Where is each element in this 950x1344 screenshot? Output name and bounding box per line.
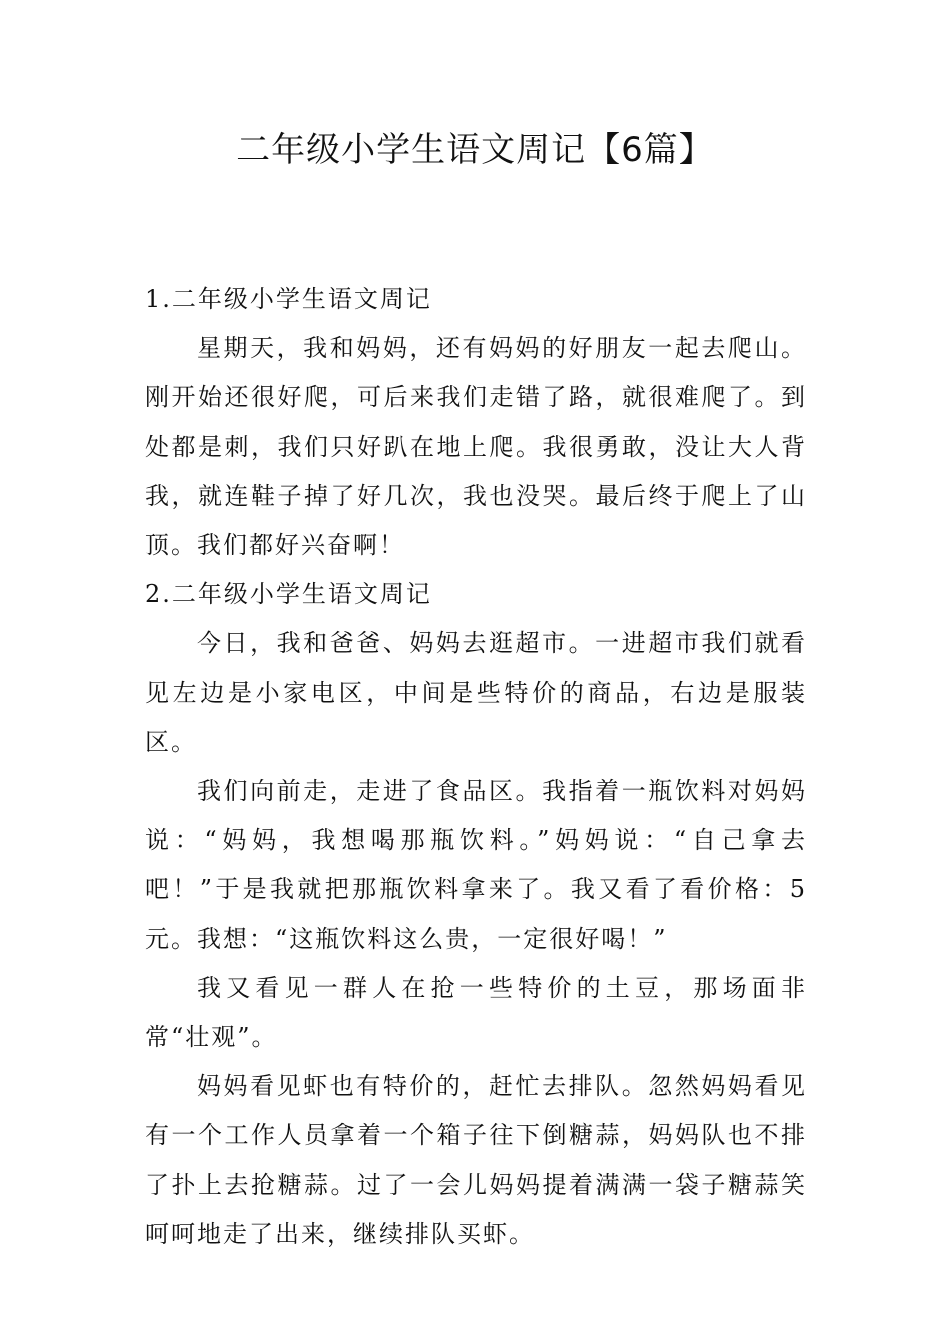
paragraph: 今日，我和爸爸、妈妈去逛超市。一进超市我们就看见左边是小家电区，中间是些特价的商品，右边是服装区。: [145, 629, 807, 756]
section-2: [145, 570, 807, 1259]
section-heading: 2.二年级小学生语文周记: [145, 580, 432, 609]
document-body: [145, 275, 807, 1259]
section-1: [145, 275, 807, 570]
section-heading: 1.二年级小学生语文周记: [145, 285, 432, 313]
paragraph: 我又看见一群人在抢一些特价的土豆，那场面非常“壮观”。: [145, 973, 807, 1052]
paragraph: 我们向前走，走进了食品区。我指着一瓶饮料对妈妈说：“妈妈，我想喝那瓶饮料。”妈妈说：“自己拿去吧！”于是我就把那瓶饮料拿来了。我又看了看价格：5元。我想：“这瓶饮料这么贵，一定很好喝！”: [145, 777, 807, 953]
paragraph: 星期天，我和妈妈，还有妈妈的好朋友一起去爬山。刚开始还很好爬，可后来我们走错了路，就很难爬了。到处都是刺，我们只好趴在地上爬。我很勇敢，没让大人背我，就连鞋子掉了好几次，我也没哭。最后终于爬上了山顶。我们都好兴奋啊！: [145, 334, 807, 560]
paragraph: 妈妈看见虾也有特价的，赶忙去排队。忽然妈妈看见有一个工作人员拿着一个箱子往下倒糖蒜，妈妈队也不排了扑上去抢糖蒜。过了一会儿妈妈提着满满一袋子糖蒜笑呵呵地走了出来，继续排队买虾。: [145, 1072, 807, 1248]
document-title: 二年级小学生语文周记【6篇】: [236, 130, 714, 170]
